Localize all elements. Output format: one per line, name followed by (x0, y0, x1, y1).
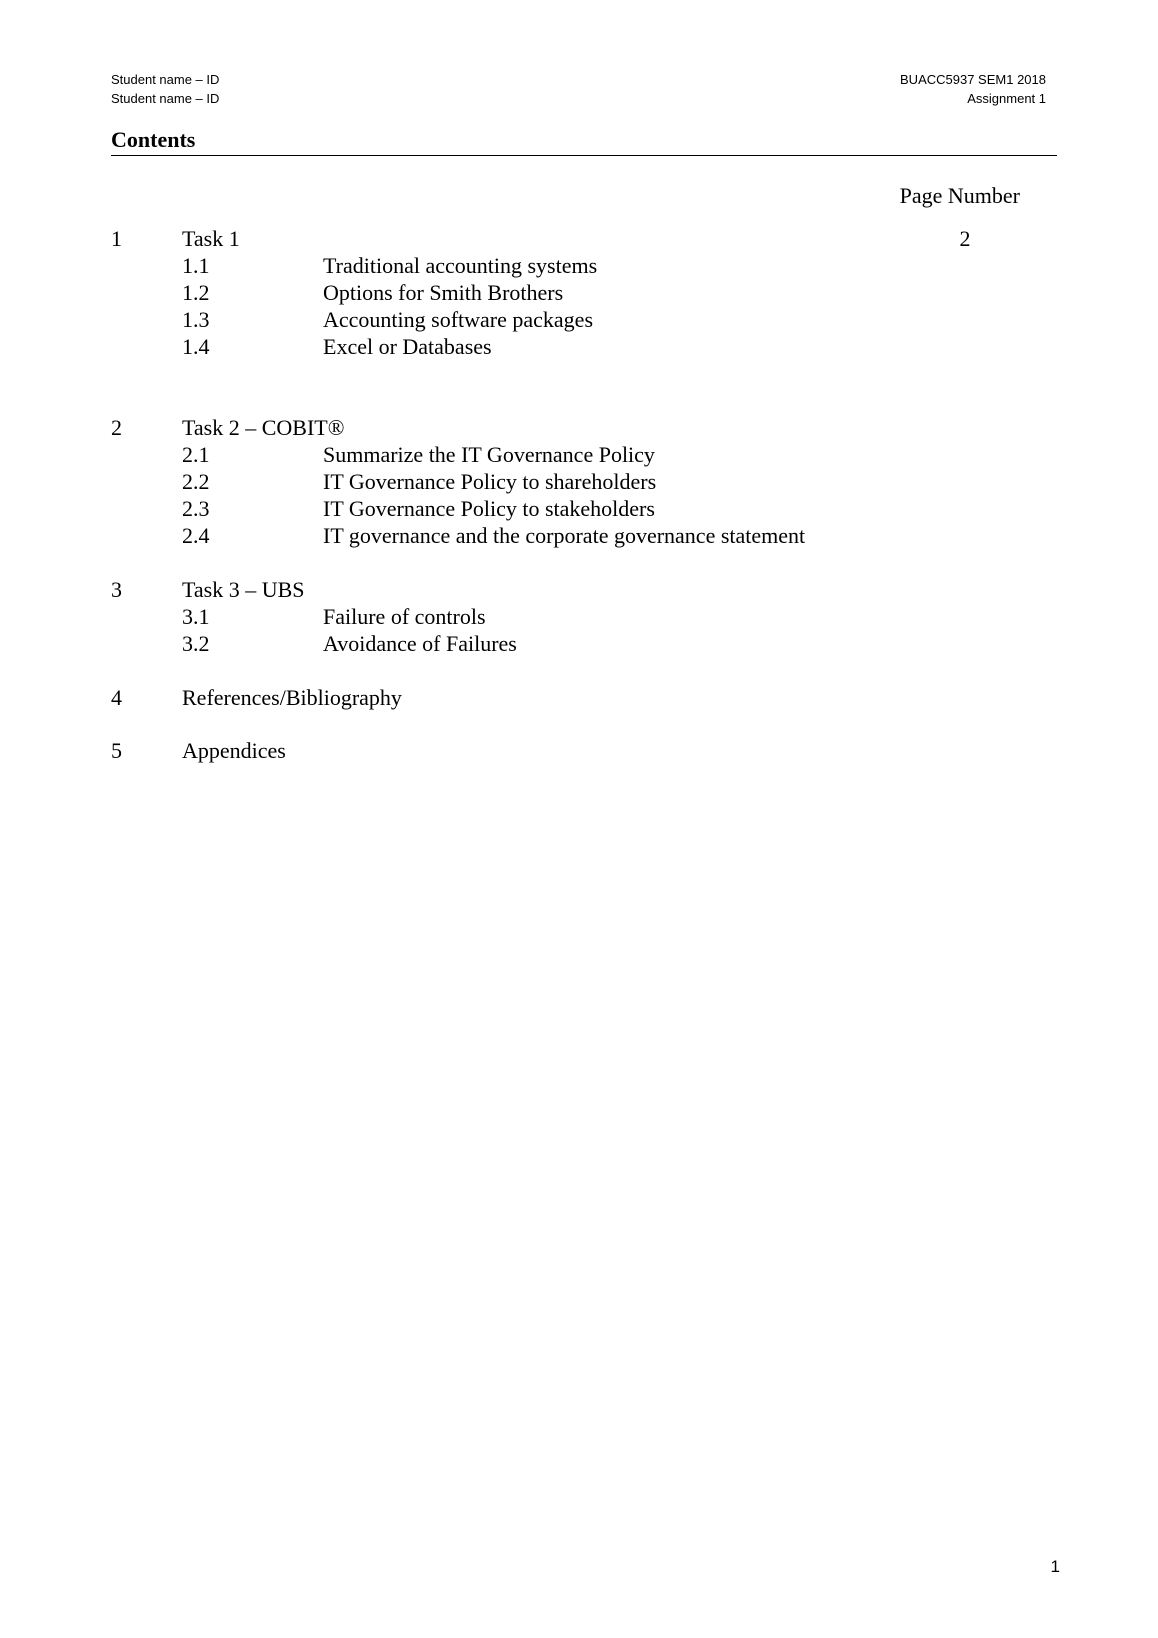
header-assignment: Assignment 1 (967, 91, 1046, 106)
section-number: 4 (111, 685, 122, 710)
toc-section-5 (0, 737, 1158, 765)
subsection-title: Excel or Databases (323, 334, 492, 359)
subsection-number: 2.2 (182, 469, 210, 494)
subsection-number: 1.4 (182, 334, 210, 359)
section-page-number: 2 (959, 226, 971, 251)
subsection-number: 3.1 (182, 604, 210, 629)
toc-section-3 (0, 576, 1158, 604)
header-course-code: BUACC5937 SEM1 2018 (900, 72, 1046, 87)
subsection-title: Avoidance of Failures (323, 631, 517, 656)
subsection-number: 2.3 (182, 496, 210, 521)
subsection-title: IT Governance Policy to stakeholders (323, 496, 655, 521)
toc-section-4 (0, 684, 1158, 712)
toc-subsection-1-4 (0, 333, 1158, 361)
subsection-title: Traditional accounting systems (323, 253, 598, 278)
toc-subsection-3-2 (0, 630, 1158, 658)
toc-section-2 (0, 414, 1158, 442)
toc-section-1 (0, 225, 1158, 253)
subsection-number: 3.2 (182, 631, 210, 656)
section-number: 5 (111, 738, 122, 763)
subsection-number: 2.4 (182, 523, 210, 548)
section-number: 2 (111, 415, 122, 440)
subsection-title: IT governance and the corporate governance statement (323, 523, 806, 548)
footer-page-number: 1 (1050, 1557, 1060, 1576)
section-title: Appendices (182, 738, 286, 763)
subsection-number: 1.2 (182, 280, 210, 305)
page-number-heading: Page Number (899, 183, 1020, 208)
section-title: Task 3 – UBS (182, 577, 305, 602)
subsection-title: Accounting software packages (323, 307, 594, 332)
section-title: References/Bibliography (182, 685, 402, 710)
toc-subsection-3-1 (0, 603, 1158, 631)
header-left (111, 70, 219, 108)
contents-heading: Contents (111, 126, 1057, 156)
section-number: 3 (111, 577, 122, 602)
header-student-line-1: Student name – ID (111, 72, 220, 87)
header-student-line-2: Student name – ID (111, 91, 220, 106)
subsection-title: Summarize the IT Governance Policy (323, 442, 655, 467)
toc-subsection-1-3 (0, 306, 1158, 334)
subsection-title: Failure of controls (323, 604, 486, 629)
toc-subsection-2-4 (0, 522, 1158, 550)
toc-subsection-2-1 (0, 441, 1158, 469)
toc-subsection-1-2 (0, 279, 1158, 307)
subsection-title: IT Governance Policy to shareholders (323, 469, 657, 494)
header-right (800, 70, 1046, 108)
section-title: Task 1 (182, 226, 240, 251)
subsection-number: 2.1 (182, 442, 210, 467)
section-title: Task 2 – COBIT® (182, 415, 345, 440)
subsection-number: 1.1 (182, 253, 210, 278)
toc-subsection-2-3 (0, 495, 1158, 523)
toc-subsection-1-1 (0, 252, 1158, 280)
section-number: 1 (111, 226, 122, 251)
subsection-title: Options for Smith Brothers (323, 280, 564, 305)
subsection-number: 1.3 (182, 307, 210, 332)
toc-subsection-2-2 (0, 468, 1158, 496)
